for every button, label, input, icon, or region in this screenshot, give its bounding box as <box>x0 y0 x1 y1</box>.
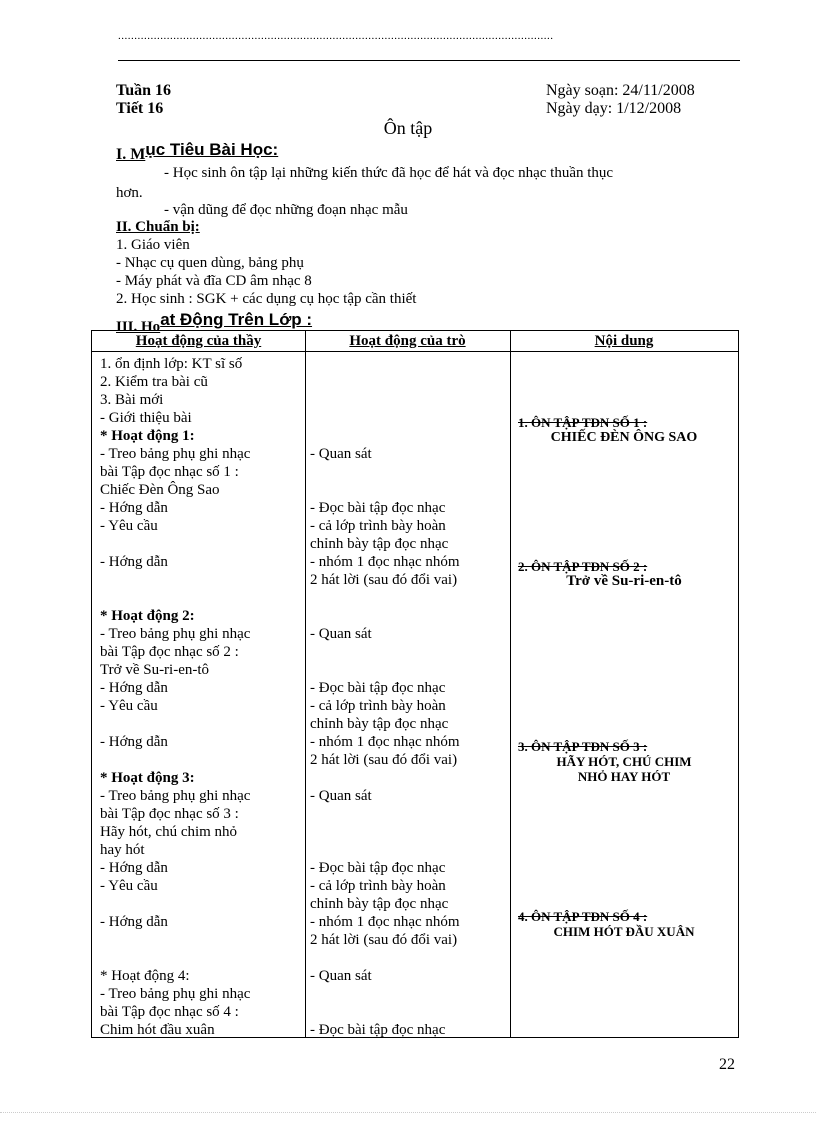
student-line: - Đọc bài tập đọc nhạc <box>310 1022 446 1038</box>
teacher-line <box>100 895 298 913</box>
section2-heading: II. Chuẩn bị: <box>116 219 200 235</box>
teacher-line: Chiếc Đèn Ông Sao <box>100 482 220 498</box>
teacher-line: bài Tập đọc nhạc số 2 : <box>100 644 239 660</box>
table-header-rule <box>92 351 738 352</box>
student-line: - nhóm 1 đọc nhạc nhóm <box>310 914 460 930</box>
student-line: - Quan sát <box>310 968 372 984</box>
teacher-line: 2. Kiểm tra bài cũ <box>100 374 208 390</box>
student-column <box>310 355 504 1039</box>
teacher-line: - Hớng dẫn <box>100 734 168 750</box>
content-block-2 <box>510 559 738 589</box>
teacher-line: - Giới thiệu bài <box>100 410 192 426</box>
header-content: Nội dung <box>594 333 654 349</box>
teacher-line: * Hoạt động 2: <box>100 608 195 624</box>
teacher-line: - Treo bảng phụ ghi nhạc <box>100 626 251 642</box>
content-heading: 3. ÔN TẬP TĐN SỐ 3 : <box>518 739 648 754</box>
teacher-line: hay hót <box>100 842 145 858</box>
student-line <box>310 985 504 1003</box>
header-dotted-line: ...................................................................................................................................... <box>118 30 554 42</box>
student-line <box>310 769 504 787</box>
teacher-line: - Hớng dẫn <box>100 680 168 696</box>
header-rule <box>118 60 740 61</box>
teach-date: Ngày dạy: 1/12/2008 <box>546 100 682 117</box>
student-line <box>310 1003 504 1021</box>
student-line <box>310 589 504 607</box>
header-teacher: Hoạt động của thầy <box>135 333 262 349</box>
teacher-column <box>100 355 298 1039</box>
student-line: - cả lớp trình bày hoàn <box>310 518 446 534</box>
teacher-line: 1. ổn định lớp: KT sĩ số <box>100 356 243 372</box>
table-divider <box>305 331 306 1037</box>
student-line <box>310 661 504 679</box>
section1-title: ục Tiêu Bài Học: <box>145 140 279 159</box>
student-line: - Quan sát <box>310 788 372 804</box>
student-line <box>310 409 504 427</box>
section3-prefix: III. Ho <box>116 319 161 335</box>
student-line: - cả lớp trình bày hoàn <box>310 878 446 894</box>
section1-heading <box>116 140 278 164</box>
teacher-line: Trở về Su-ri-en-tô <box>100 662 210 678</box>
section2-item: 1. Giáo viên <box>116 237 190 253</box>
teacher-line: - Hớng dẫn <box>100 860 168 876</box>
student-line <box>310 427 504 445</box>
content-title: CHIẾC ĐÈN ÔNG SAO <box>550 430 698 445</box>
section1-prefix: I. M <box>116 146 146 163</box>
teacher-line <box>100 715 298 733</box>
student-line: - nhóm 1 đọc nhạc nhóm <box>310 734 460 750</box>
student-line <box>310 823 504 841</box>
teacher-line <box>100 931 298 949</box>
teacher-line: - Treo bảng phụ ghi nhạc <box>100 788 251 804</box>
teacher-line <box>100 535 298 553</box>
student-line: - Quan sát <box>310 626 372 642</box>
teacher-line: - Yêu cầu <box>100 518 158 534</box>
student-line <box>310 607 504 625</box>
student-line <box>310 841 504 859</box>
student-line <box>310 355 504 373</box>
header-student: Hoạt động của trò <box>349 333 466 349</box>
footer-rule <box>0 1112 816 1113</box>
student-line: 2 hát lời (sau đó đổi vai) <box>310 752 458 768</box>
teacher-line: * Hoạt động 4: <box>100 968 190 984</box>
student-line: 2 hát lời (sau đó đổi vai) <box>310 572 458 588</box>
page-number: 22 <box>719 1056 735 1073</box>
student-line <box>310 463 504 481</box>
student-line: - Đọc bài tập đọc nhạc <box>310 860 446 876</box>
teacher-line: Chim hót đầu xuân <box>100 1022 215 1038</box>
page-title: Ôn tập <box>383 118 433 138</box>
section2-item: - Máy phát và đĩa CD âm nhạc 8 <box>116 273 312 289</box>
student-line <box>310 805 504 823</box>
week-label: Tuần 16 <box>116 82 171 99</box>
teacher-line <box>100 571 298 589</box>
content-heading: 4. ÔN TẬP TĐN SỐ 4 : <box>518 909 648 924</box>
content-block-4 <box>510 909 738 939</box>
teacher-line: bài Tập đọc nhạc số 4 : <box>100 1004 239 1020</box>
content-title: HÃY HÓT, CHÚ CHIM NHỎ HAY HÓT <box>556 754 692 784</box>
teacher-line: - Treo bảng phụ ghi nhạc <box>100 446 251 462</box>
student-line: 2 hát lời (sau đó đổi vai) <box>310 932 458 948</box>
student-line: - Đọc bài tập đọc nhạc <box>310 680 446 696</box>
section3-title: at Động Trên Lớp : <box>160 310 313 329</box>
student-line: - cả lớp trình bày hoàn <box>310 698 446 714</box>
teacher-line: Hãy hót, chú chim nhỏ <box>100 824 238 840</box>
section1-line1: - Học sinh ôn tập lại những kiến thức đã học để hát và đọc nhạc thuần thục <box>164 165 614 181</box>
section1-line1b: hơn. <box>116 185 143 201</box>
teacher-line: - Treo bảng phụ ghi nhạc <box>100 986 251 1002</box>
teacher-line: * Hoạt động 3: <box>100 770 195 786</box>
teacher-line: - Hớng dẫn <box>100 914 168 930</box>
section2-item: 2. Học sinh : SGK + các dụng cụ học tập cần thiết <box>116 291 417 307</box>
teacher-line: - Hớng dẫn <box>100 554 168 570</box>
lesson-label: Tiết 16 <box>116 100 164 117</box>
student-line <box>310 643 504 661</box>
student-line <box>310 373 504 391</box>
student-line <box>310 481 504 499</box>
content-block-1 <box>510 415 738 445</box>
section2-item: - Nhạc cụ quen dùng, bảng phụ <box>116 255 304 271</box>
teacher-line: - Hớng dẫn <box>100 500 168 516</box>
teacher-line: - Yêu cầu <box>100 878 158 894</box>
student-line: - nhóm 1 đọc nhạc nhóm <box>310 554 460 570</box>
student-line: - Quan sát <box>310 446 372 462</box>
student-line: chỉnh bày tập đọc nhạc <box>310 716 449 732</box>
content-title: Trở về Su-ri-en-tô <box>566 573 682 589</box>
teacher-line <box>100 949 298 967</box>
student-line: chỉnh bày tập đọc nhạc <box>310 536 449 552</box>
student-line: - Đọc bài tập đọc nhạc <box>310 500 446 516</box>
content-block-3 <box>510 739 738 784</box>
teacher-line: bài Tập đọc nhạc số 1 : <box>100 464 239 480</box>
content-heading: 2. ÔN TẬP TĐN SỐ 2 : <box>518 559 648 574</box>
student-line: chỉnh bày tập đọc nhạc <box>310 896 449 912</box>
content-heading: 1. ÔN TẬP TĐN SỐ 1 : <box>518 415 648 430</box>
teacher-line <box>100 751 298 769</box>
activity-table <box>91 330 739 1038</box>
content-title: CHIM HÓT ĐẦU XUÂN <box>553 924 695 939</box>
teacher-line: * Hoạt động 1: <box>100 428 195 444</box>
student-line <box>310 949 504 967</box>
teacher-line: - Yêu cầu <box>100 698 158 714</box>
section1-line2: - vận dũng để đọc những đoạn nhạc mẫu <box>164 202 408 218</box>
teacher-line: 3. Bài mới <box>100 392 164 408</box>
student-line <box>310 391 504 409</box>
teacher-line <box>100 589 298 607</box>
prep-date: Ngày soạn: 24/11/2008 <box>546 82 695 99</box>
teacher-line: bài Tập đọc nhạc số 3 : <box>100 806 239 822</box>
